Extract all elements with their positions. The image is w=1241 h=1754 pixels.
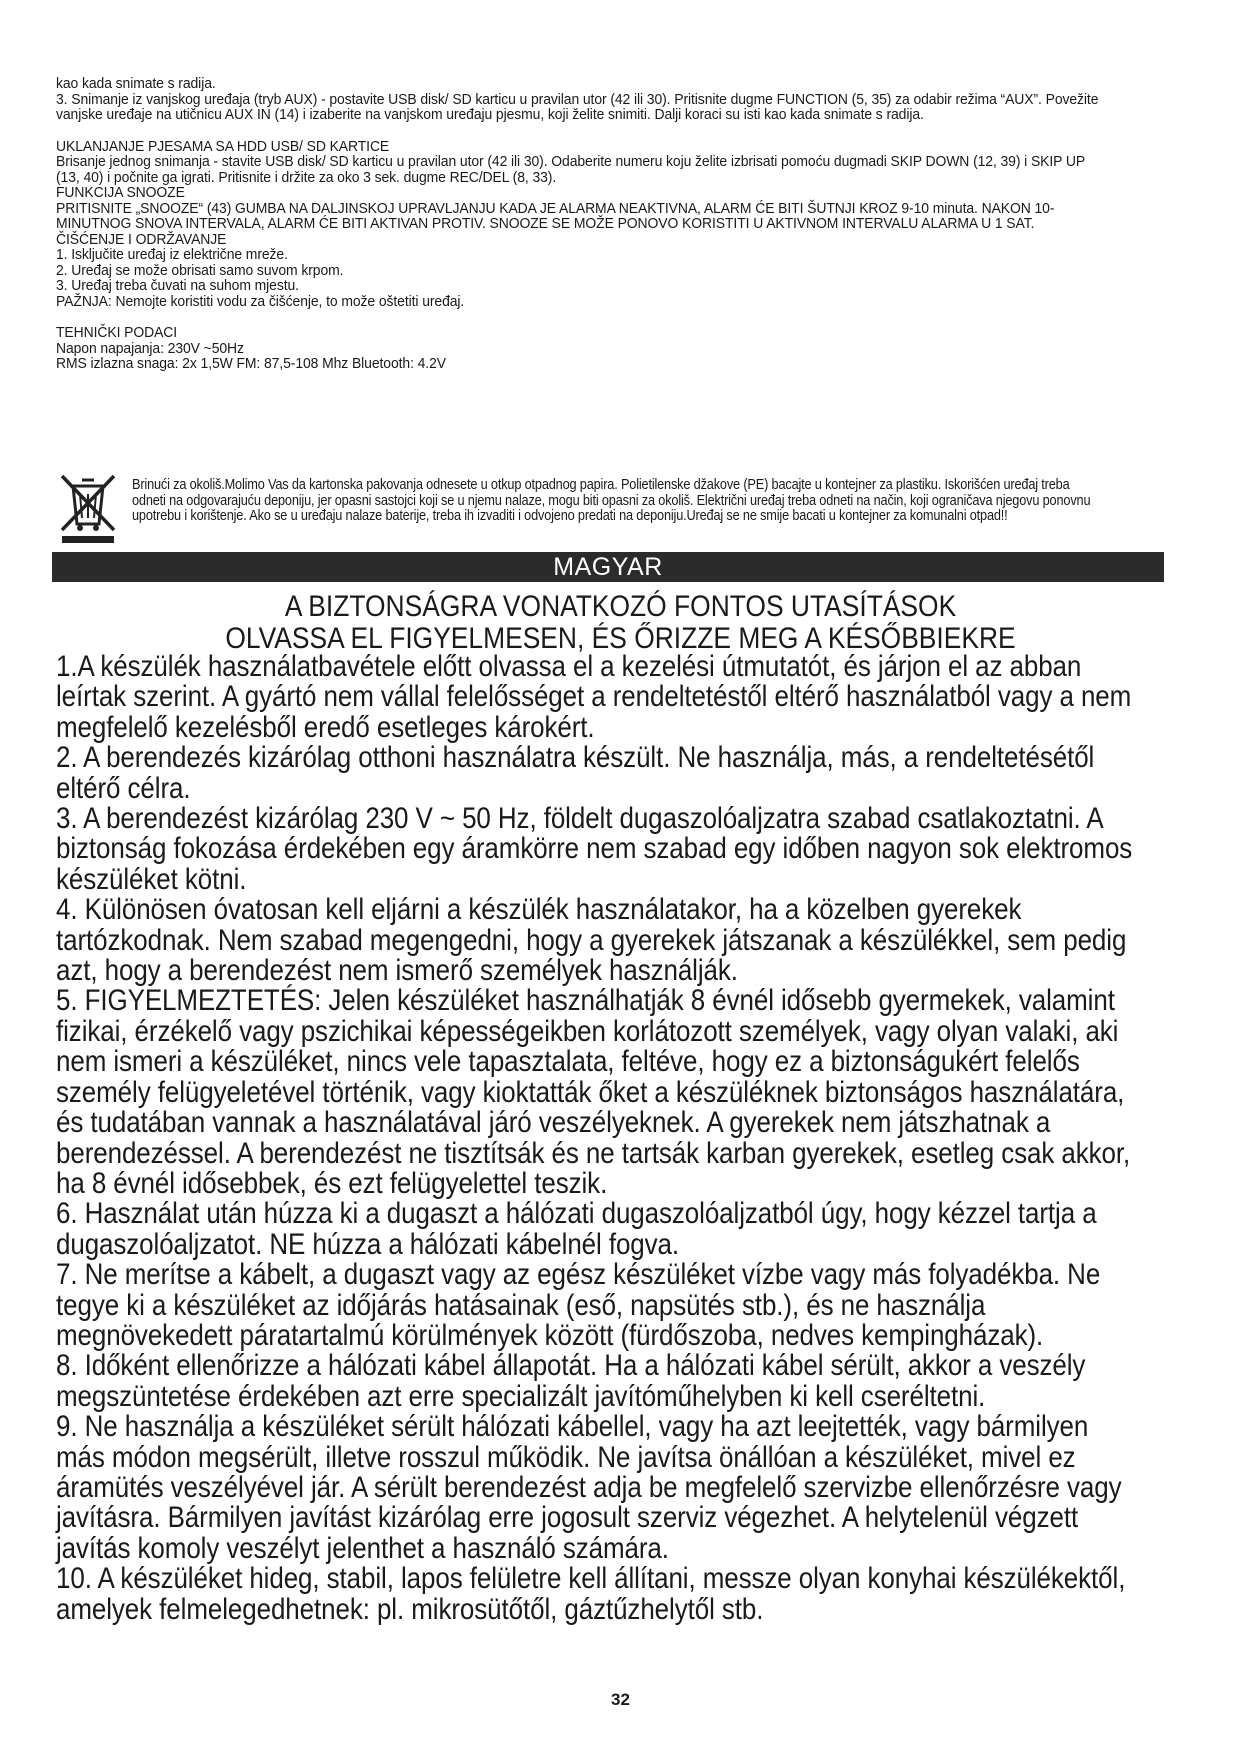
paragraph: kao kada snimate s radija.	[56, 75, 216, 92]
list-item: 1. Isključite uređaj iz električne mreže.	[56, 246, 288, 263]
instruction-item: 5. FIGYELMEZTETÉS: Jelen készüléket használhatják 8 évnél idősebb gyermekek, valamint fizikai, érzékelő vagy pszichikai képességeikben korlátozott személyek, vagy olyan valaki, aki nem ismeri a készüléket, nincs vele tapasztalata, feltéve, hogy ez a biztonságukért felelős személy felügyeletével történik, vagy kioktatták őket a készüléknek biztonságos használatára, és tudatában vannak a használatával járó veszélyeknek. A gyerekek nem játszhatnak a berendezéssel. A berendezést ne tisztítsák és ne tartsák karban gyerekek, esetleg csak akkor, ha 8 évnél idősebbek, és ezt felügyelettel teszik.	[56, 984, 1131, 1200]
paragraph: PRITISNITE „SNOOZE“ (43) GUMBA NA DALJINSKOJ UPRAVLJANJU KADA JE ALARMA NEAKTIVNA, ALARM ĆE BITI ŠUTNJI KROZ 9-10 minuta. NAKON 10-MINUTNOG SNOVA INTERVALA, ALARM ĆE BITI AKTIVAN PROTIV. SNOOZE SE MOŽE PONOVO KORISTITI U AKTIVNOM INTERVALU ALARMA U 1 SAT.	[56, 199, 1055, 232]
safety-headings	[0, 591, 1241, 655]
instruction-item: 3. A berendezést kizárólag 230 V ~ 50 Hz, földelt dugaszolóaljzatra szabad csatlakoztatni. A biztonság fokozása érdekében egy áramkörre nem szabad egy időben nagyon sok elektromos készüléket kötni.	[56, 802, 1133, 896]
instruction-item: 6. Használat után húzza ki a dugaszt a hálózati dugaszolóaljzatból úgy, hogy kézzel tartja a dugaszolóaljzatot. NE húzza a hálózati kábelnél fogva.	[56, 1197, 1097, 1261]
instruction-item: 7. Ne merítse a kábelt, a dugaszt vagy az egész készüléket vízbe vagy más folyadékba. Ne tegye ki a készüléket az időjárás hatásainak (eső, napsütés stb.), és ne használja megnövekedett páratartalmú körülmények között (fürdőszoba, nedves kempingházak).	[56, 1258, 1101, 1352]
paragraph: 3. Snimanje iz vanjskog uređaja (tryb AUX) - postavite USB disk/ SD karticu u pravilan utor (42 ili 30). Pritisnite dugme FUNCTION (5, 35) za odabir režima “AUX”. Povežite vanjske uređaje na utičnicu AUX IN (14) i izaberite na vanjskom uređaju pjesmu, koji želite snimiti. Dalji koraci su isti kao kada snimate s radija.	[56, 90, 1099, 123]
environment-notice	[132, 478, 1100, 525]
section-title: TEHNIČKI PODACI	[56, 324, 178, 341]
section-title: ČIŠĆENJE I ODRŽAVANJE	[56, 230, 227, 248]
environment-text: Brinući za okoliš.Molimo Vas da kartonska pakovanja odnesete u otkup otpadnog papira. Polietilenske džakove (PE) bacajte u kontejner za plastiku. Iskorišćen uređaj treba odneti na odgovarajuću deponiju, jer opasni sastojci koji se u njemu nalaze, mogu biti opasni za okoliš. Električni uređaj treba odneti na način, koji ograničava njegovu ponovnu upotrebu i korištenje. Ako se u uređaju nalaze baterije, treba ih izvaditi i odvojeno predati na deponiju.Uređaj se ne smije bacati u kontejner za komunalni otpad!!	[132, 477, 1091, 524]
top-text-block	[56, 76, 1107, 372]
section-title: UKLANJANJE PJESAMA SA HDD USB/ SD KARTICE	[56, 137, 390, 155]
spec-line: Napon napajanja: 230V ~50Hz	[56, 339, 244, 357]
instruction-item: 9. Ne használja a készüléket sérült hálózati kábellel, vagy ha azt leejtették, vagy bármilyen más módon megsérült, illetve rosszul működik. Ne javítsa önállóan a készüléket, mivel ez áramütés veszélyével jár. A sérült berendezést adja be megfelelő szervizbe ellenőrzésre vagy javításra. Bármilyen javítást kizárólag erre jogosult szerviz végezhet. A helytelenül végzett javítás komoly veszélyt jelenthet a használó számára.	[56, 1410, 1122, 1565]
instruction-item: 1.A készülék használatbavétele előtt olvassa el a kezelési útmutatót, és járjon el az abban leírtak szerint. A gyártó nem vállal felelősséget a rendeltetéstől eltérő használatból vagy a nem megfelelő kezelésből eredő esetleges károkért.	[56, 650, 1132, 744]
instruction-item: 2. A berendezés kizárólag otthoni használatra készült. Ne használja, más, a rendeltetésétől eltérő célra.	[56, 741, 1095, 805]
spec-line: RMS izlazna snaga: 2x 1,5W FM: 87,5-108 Mhz Bluetooth: 4.2V	[56, 355, 446, 372]
list-item: 3. Uređaj treba čuvati na suhom mjestu.	[56, 277, 299, 294]
warning-text: PAŽNJA: Nemojte koristiti vodu za čišćenje, to može oštetiti uređaj.	[56, 292, 465, 310]
section-title: FUNKCIJA SNOOZE	[56, 184, 185, 201]
safety-instructions	[56, 652, 1138, 1625]
instruction-item: 4. Különösen óvatosan kell eljárni a készülék használatakor, ha a közelben gyerekek tartózkodnak. Nem szabad megengedni, hogy a gyerekek játszanak a készülékkel, sem pedig azt, hogy a berendezést nem ismerő személyek használják.	[56, 893, 1127, 988]
weee-crossed-bin-icon	[56, 468, 120, 546]
instruction-item: 8. Időként ellenőrizze a hálózati kábel állapotát. Ha a hálózati kábel sérült, akkor a veszély megszüntetése érdekében azt erre specializált javítóműhelyben ki kell cseréltetni.	[56, 1349, 1086, 1413]
safety-title: A BIZTONSÁGRA VONATKOZÓ FONTOS UTASÍTÁSOK	[284, 590, 957, 623]
safety-subtitle: OLVASSA EL FIGYELMESEN, ÉS ŐRIZZE MEG A KÉSŐBBIEKRE	[225, 622, 1016, 655]
language-bar: MAGYAR	[52, 552, 1164, 582]
list-item: 2. Uređaj se može obrisati samo suvom krpom.	[56, 261, 344, 279]
paragraph: Brisanje jednog snimanja - stavite USB disk/ SD karticu u pravilan utor (42 ili 30). Odaberite numeru koju želite izbrisati pomoću dugmadi SKIP DOWN (12, 39) i SKIP UP (13, 40) i počnite ga igrati. Pritisnite i držite za oko 3 sek. dugme REC/DEL (8, 33).	[56, 153, 1085, 186]
page-number: 32	[611, 1690, 630, 1709]
instruction-item: 10. A készüléket hideg, stabil, lapos felületre kell állítani, messze olyan konyhai készülékektől, amelyek felmelegedhetnek: pl. mikrosütőtől, gáztűzhelytől stb.	[56, 1562, 1126, 1626]
